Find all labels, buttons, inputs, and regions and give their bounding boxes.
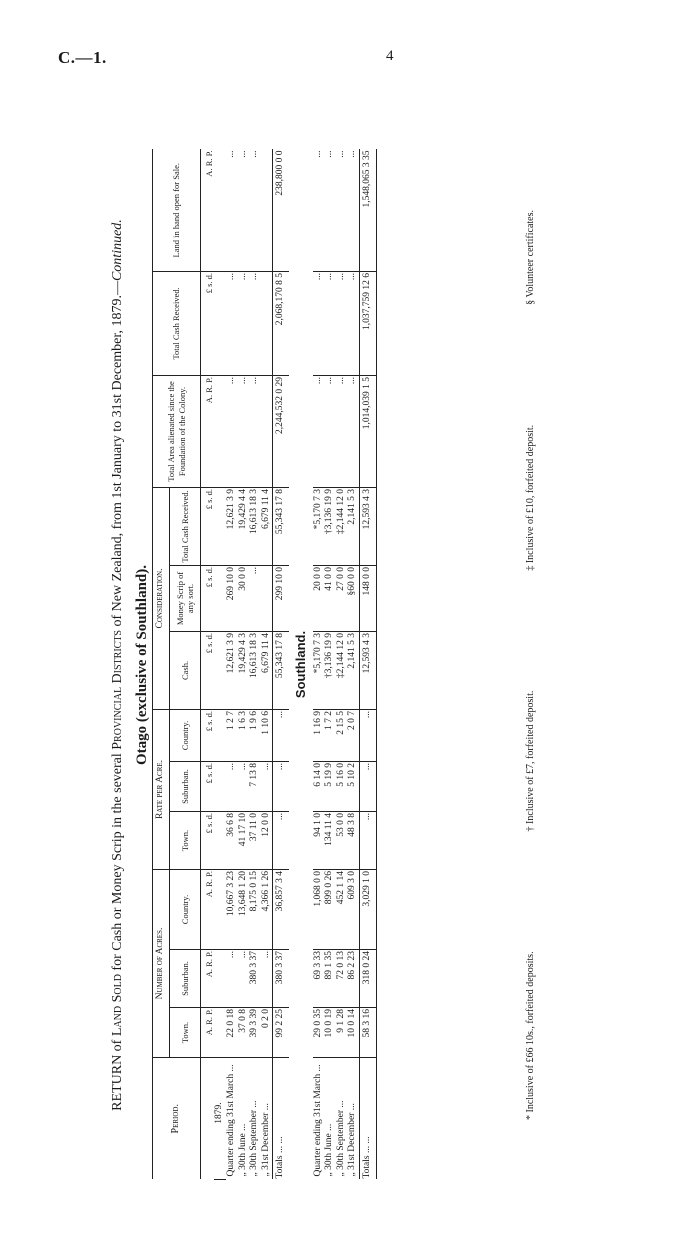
table-cell: 16,613 18 3 (249, 487, 261, 565)
land-sales-table (152, 149, 377, 1180)
table-cell: 30 0 0 (238, 565, 250, 631)
table-cell: ... (347, 149, 359, 271)
table-cell: 29 0 35 (313, 1008, 325, 1058)
table-cell: ... (238, 762, 250, 812)
table-cell: ... (347, 271, 359, 375)
col-total-area: Total Area alienated since the Foundation of the Colony. (153, 375, 201, 487)
table-cell: ... (238, 149, 250, 271)
table-cell (261, 375, 273, 487)
table-cell: ... (360, 709, 377, 761)
period-cell: „ 30th September ... (335, 1100, 346, 1177)
table-cell: 55,343 17 8 (273, 631, 289, 709)
table-cell: 5 19 9 (324, 762, 336, 812)
table-cell: 10,667 3 23 (226, 870, 238, 950)
table-cell: 2 0 7 (347, 709, 359, 761)
col-money-scrip: Money Scrip of any sort. (170, 565, 201, 631)
table-cell: 7 13 8 (249, 762, 261, 812)
table-cell: 69 3 33 (313, 950, 325, 1008)
table-cell: 9 1 28 (336, 1008, 348, 1058)
period-cell: „ 31st December ... (347, 1103, 358, 1177)
table-row (238, 149, 250, 1179)
col-group-rate: Rate per Acre. (153, 709, 170, 869)
table-cell: ... (273, 709, 289, 761)
col-cash: Cash. (170, 631, 201, 709)
table-cell: 1,037,759 12 6 (360, 271, 377, 375)
col-rate-town: Town. (170, 812, 201, 870)
table-cell: ... (313, 149, 325, 271)
table-cell: 269 10 0 (226, 565, 238, 631)
table-cell: *5,170 7 3 (313, 631, 325, 709)
document-title: RETURN of Land Sold for Cash or Money Scrip in the several Provincial Districts of New Zealand, from 1st January to 31st December, 1879.—Continued. (110, 219, 125, 1111)
table-cell: 6,679 11 4 (261, 487, 273, 565)
table-cell: *5,170 7 3 (313, 487, 325, 565)
col-acres-suburban: Suburban. (170, 950, 201, 1008)
table-cell: ... (360, 812, 377, 870)
table-cell: 12,621 3 9 (226, 631, 238, 709)
table-row (261, 149, 273, 1179)
table-cell: 12 0 0 (261, 812, 273, 870)
table-row (336, 149, 348, 1179)
period-cell: „ 30th September ... (249, 1100, 260, 1177)
table-cell: 380 3 37 (249, 950, 261, 1008)
table-cell: 1 16 9 (313, 709, 325, 761)
table-cell: 4,366 1 26 (261, 870, 273, 950)
table-cell: ... (313, 271, 325, 375)
table-cell: ... (261, 762, 273, 812)
table-cell: 20 0 0 (313, 565, 325, 631)
table-cell (261, 149, 273, 271)
period-cell: „ 31st December ... (260, 1103, 271, 1177)
table-cell: ... (249, 565, 261, 631)
table-row (347, 149, 359, 1179)
table-cell: 2 15 5 (336, 709, 348, 761)
table-cell: ... (249, 271, 261, 375)
table-cell: †3,136 19 9 (324, 631, 336, 709)
table-cell: 12,621 3 9 (226, 487, 238, 565)
table-cell: ‡2,144 12 0 (336, 487, 348, 565)
table-cell: 37 0 8 (238, 1008, 250, 1058)
table-cell: 12,593 4 3 (360, 631, 377, 709)
southland-rows (313, 149, 360, 1179)
table-cell: 380 3 37 (273, 950, 289, 1008)
table-cell: ... (238, 375, 250, 487)
table-cell: ... (238, 950, 250, 1008)
table-row (226, 149, 238, 1179)
table-cell: 8,175 0 15 (249, 870, 261, 950)
table-cell: 39 3 39 (249, 1008, 261, 1058)
period-cell: „ 30th June ... (324, 1123, 335, 1177)
col-land-open: Land in hand open for Sale. (153, 149, 201, 271)
table-cell: ... (324, 271, 336, 375)
table-cell: 27 0 0 (336, 565, 348, 631)
table-cell: 452 1 14 (336, 870, 348, 950)
col-period: Period. (153, 1058, 201, 1180)
table-cell: ... (324, 149, 336, 271)
table-row (249, 149, 261, 1179)
table-cell: 16,613 18 3 (249, 631, 261, 709)
footnote: ‡ Inclusive of £10, forfeited deposit. (525, 424, 536, 571)
year-row: 1879. (214, 149, 226, 1179)
table-cell: 5 10 2 (347, 762, 359, 812)
table-cell: ... (324, 375, 336, 487)
col-total-cash-received: Total Cash Received. (153, 271, 201, 375)
table-cell: 2,141 5 3 (347, 631, 359, 709)
otago-totals-row (273, 149, 289, 1179)
table-cell: ... (336, 375, 348, 487)
col-rate-country: Country. (170, 709, 201, 761)
table-row (313, 149, 325, 1179)
table-cell: 37 11 0 (249, 812, 261, 870)
table-cell: 1,548,065 3 35 (360, 149, 377, 271)
table-cell: 1,014,039 1 5 (360, 375, 377, 487)
table-cell: ... (360, 762, 377, 812)
table-cell: 36 6 8 (226, 812, 238, 870)
table-cell: 12,593 4 3 (360, 487, 377, 565)
table-cell (261, 271, 273, 375)
period-cell: Quarter ending 31st March ... (225, 1064, 236, 1177)
table-cell: 899 0 26 (324, 870, 336, 950)
table-cell: ... (226, 271, 238, 375)
table-cell: 1,068 0 0 (313, 870, 325, 950)
col-total-cash: Total Cash Received. (170, 487, 201, 565)
table-cell: 41 0 0 (324, 565, 336, 631)
table-cell: 94 1 0 (313, 812, 325, 870)
table-cell: 19,429 4 3 (238, 631, 250, 709)
table-cell: ‡2,144 12 0 (336, 631, 348, 709)
footnotes (525, 150, 536, 1180)
table-cell: 10 0 14 (347, 1008, 359, 1058)
table-cell: ... (273, 812, 289, 870)
col-group-consideration: Consideration. (153, 487, 170, 709)
table-cell: 86 2 23 (347, 950, 359, 1008)
table-cell: 1 7 2 (324, 709, 336, 761)
period-cell: Totals ... ... (273, 1058, 289, 1180)
table-cell: 72 0 13 (336, 950, 348, 1008)
table-cell: §60 0 0 (347, 565, 359, 631)
table-cell: 22 0 18 (226, 1008, 238, 1058)
period-cell: Totals ... ... (360, 1058, 377, 1180)
table-cell: 36,857 3 4 (273, 870, 289, 950)
footnote: * Inclusive of £66 10s., forfeited deposits. (525, 951, 536, 1121)
table-cell: 0 2 0 (261, 1008, 273, 1058)
table-cell: 19,429 4 4 (238, 487, 250, 565)
table-cell: ... (261, 950, 273, 1008)
table-cell: 238,800 0 0 (273, 149, 289, 271)
table-cell: 55,343 17 8 (273, 487, 289, 565)
table-cell: ... (273, 762, 289, 812)
units-row: A. R. P. A. R. P. A. R. P. £ s. d. £ s. d. £ s. d. £ s. d. £ s. d. £ s. d. A. R. P. £ s. d. A. R. P. (201, 149, 215, 1179)
period-cell: „ 30th June ... (237, 1123, 248, 1177)
table-cell: ... (226, 762, 238, 812)
table-cell: 10 0 19 (324, 1008, 336, 1058)
table-cell: 13,648 1 20 (238, 870, 250, 950)
table-cell: ... (226, 375, 238, 487)
footnote: † Inclusive of £7, forfeited deposit. (525, 690, 536, 832)
table-cell: ... (226, 149, 238, 271)
table-cell: 1 10 6 (261, 709, 273, 761)
table-cell: 2,068,170 8 5 (273, 271, 289, 375)
table-cell: 48 3 8 (347, 812, 359, 870)
table-cell: †3,136 19 9 (324, 487, 336, 565)
table-cell: 3,029 1 0 (360, 870, 377, 950)
table-cell: 609 3 0 (347, 870, 359, 950)
section-title-otago: Otago (exclusive of Southland). (134, 565, 150, 766)
table-cell: 41 17 10 (238, 812, 250, 870)
table-cell: ... (238, 271, 250, 375)
table-cell: 6,679 11 4 (261, 631, 273, 709)
table-cell: 53 0 0 (336, 812, 348, 870)
southland-totals-row (360, 149, 377, 1179)
table-cell: 1 2 7 (226, 709, 238, 761)
table-cell: 89 1 35 (324, 950, 336, 1008)
table-cell: ... (249, 375, 261, 487)
footnote: § Volunteer certificates. (525, 210, 536, 305)
table-cell: 1 6 3 (238, 709, 250, 761)
document-code: C.—1. (58, 48, 107, 67)
table-cell: 99 2 25 (273, 1008, 289, 1058)
table-cell: 6 14 0 (313, 762, 325, 812)
table-cell: 134 11 4 (324, 812, 336, 870)
page-number: 4 (386, 48, 394, 64)
table-cell: ... (313, 375, 325, 487)
period-cell: Quarter ending 31st March ... (312, 1064, 323, 1177)
table-cell: 318 0 24 (360, 950, 377, 1008)
section-title-southland: Southland. (292, 630, 308, 699)
table-cell: 299 10 0 (273, 565, 289, 631)
table-cell: ... (226, 950, 238, 1008)
table-cell: 2,244,532 0 29 (273, 375, 289, 487)
otago-rows (226, 149, 273, 1179)
table-cell: 58 3 16 (360, 1008, 377, 1058)
rotated-page-content (110, 150, 550, 1180)
table-cell: ... (336, 149, 348, 271)
table-cell (261, 565, 273, 631)
table-cell: 148 0 0 (360, 565, 377, 631)
table-cell: 2,141 5 3 (347, 487, 359, 565)
table-cell: ... (347, 375, 359, 487)
table-cell: ... (336, 271, 348, 375)
table-cell: ... (249, 149, 261, 271)
table-cell: 5 16 0 (336, 762, 348, 812)
table-row (324, 149, 336, 1179)
col-group-acres: Number of Acres. (153, 870, 170, 1058)
table-cell: 1 9 6 (249, 709, 261, 761)
col-acres-town: Town. (170, 1008, 201, 1058)
col-acres-country: Country. (170, 870, 201, 950)
col-rate-suburban: Suburban. (170, 762, 201, 812)
